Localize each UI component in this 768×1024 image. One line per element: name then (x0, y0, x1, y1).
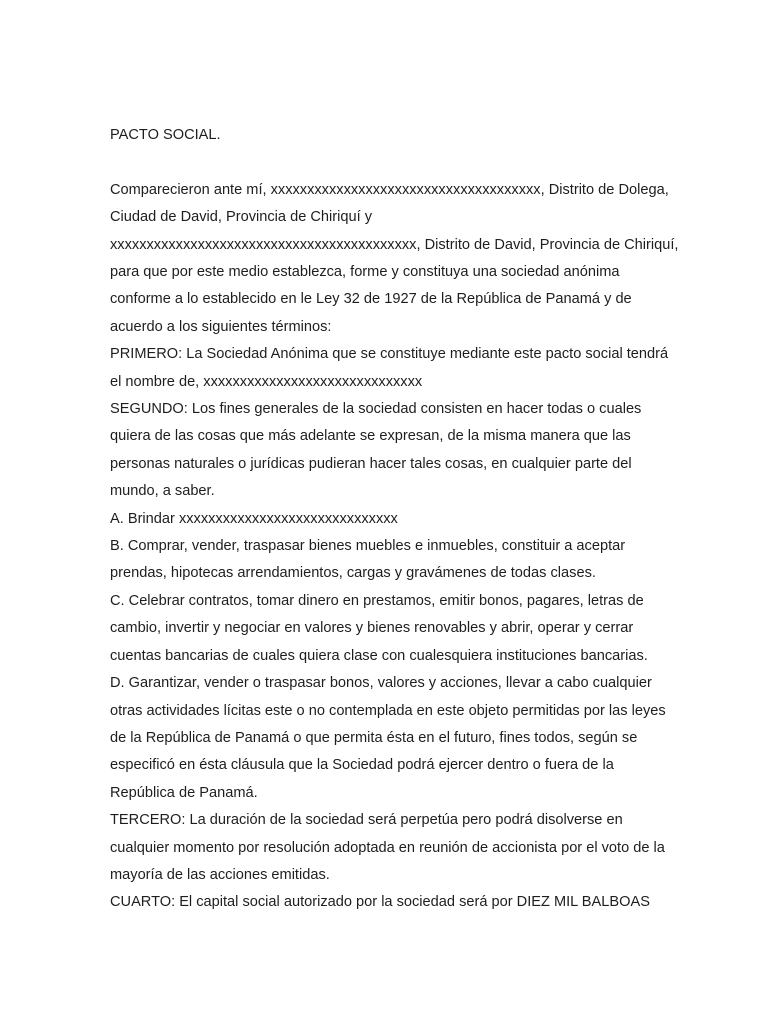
body-line: el nombre de, xxxxxxxxxxxxxxxxxxxxxxxxxxxxxx (110, 373, 423, 390)
body-line: B. Comprar, vender, traspasar bienes muebles e inmuebles, constituir a aceptar (110, 538, 626, 555)
body-line: A. Brindar xxxxxxxxxxxxxxxxxxxxxxxxxxxxxx (110, 510, 398, 527)
body-line: cambio, invertir y negociar en valores y bienes renovables y abrir, operar y cerrar (110, 620, 634, 637)
body-line: para que por este medio establezca, forme y constituya una sociedad anónima (110, 264, 620, 281)
body-line: Ciudad de David, Provincia de Chiriquí y (110, 209, 373, 226)
body-line: otras actividades lícitas este o no contemplada en este objeto permitidas por las leyes (110, 702, 666, 719)
body-line: TERCERO: La duración de la sociedad será perpetúa pero podrá disolverse en (110, 812, 623, 829)
body-line: personas naturales o jurídicas pudieran hacer tales cosas, en cualquier parte del (110, 455, 632, 472)
body-line: especificó en ésta cláusula que la Sociedad podrá ejercer dentro o fuera de la (110, 757, 614, 774)
body-line: República de Panamá. (110, 784, 258, 801)
body-line: PRIMERO: La Sociedad Anónima que se constituye mediante este pacto social tendrá (110, 346, 669, 363)
body-line: mayoría de las acciones emitidas. (110, 866, 330, 883)
body-line: C. Celebrar contratos, tomar dinero en prestamos, emitir bonos, pagares, letras de (110, 592, 644, 609)
document-body (110, 122, 679, 917)
body-line: CUARTO: El capital social autorizado por la sociedad será por DIEZ MIL BALBOAS (110, 894, 650, 911)
body-line: quiera de las cosas que más adelante se expresan, de la misma manera que las (110, 428, 631, 445)
document-title: PACTO SOCIAL. (110, 127, 221, 143)
body-line: prendas, hipotecas arrendamientos, cargas y gravámenes de todas clases. (110, 565, 596, 582)
body-line: cuentas bancarias de cuales quiera clase con cualesquiera instituciones bancarias. (110, 647, 648, 664)
body-line: de la República de Panamá o que permita ésta en el futuro, fines todos, según se (110, 729, 638, 746)
body-line: mundo, a saber. (110, 483, 215, 500)
paragraph-gap (110, 149, 670, 176)
body-line: SEGUNDO: Los fines generales de la sociedad consisten en hacer todas o cuales (110, 401, 642, 418)
body-line: Comparecieron ante mí, xxxxxxxxxxxxxxxxxxxxxxxxxxxxxxxxxxxxx, Distrito de Dolega, (110, 181, 669, 198)
body-line: D. Garantizar, vender o traspasar bonos, valores y acciones, llevar a cabo cualquier (110, 675, 652, 692)
body-line: acuerdo a los siguientes términos: (110, 318, 332, 335)
body-line: conforme a lo establecido en le Ley 32 de 1927 de la República de Panamá y de (110, 291, 632, 308)
body-line: xxxxxxxxxxxxxxxxxxxxxxxxxxxxxxxxxxxxxxxxxx, Distrito de David, Provincia de Chiriquí, (110, 236, 679, 253)
body-line: cualquier momento por resolución adoptada en reunión de accionista por el voto de la (110, 839, 665, 856)
